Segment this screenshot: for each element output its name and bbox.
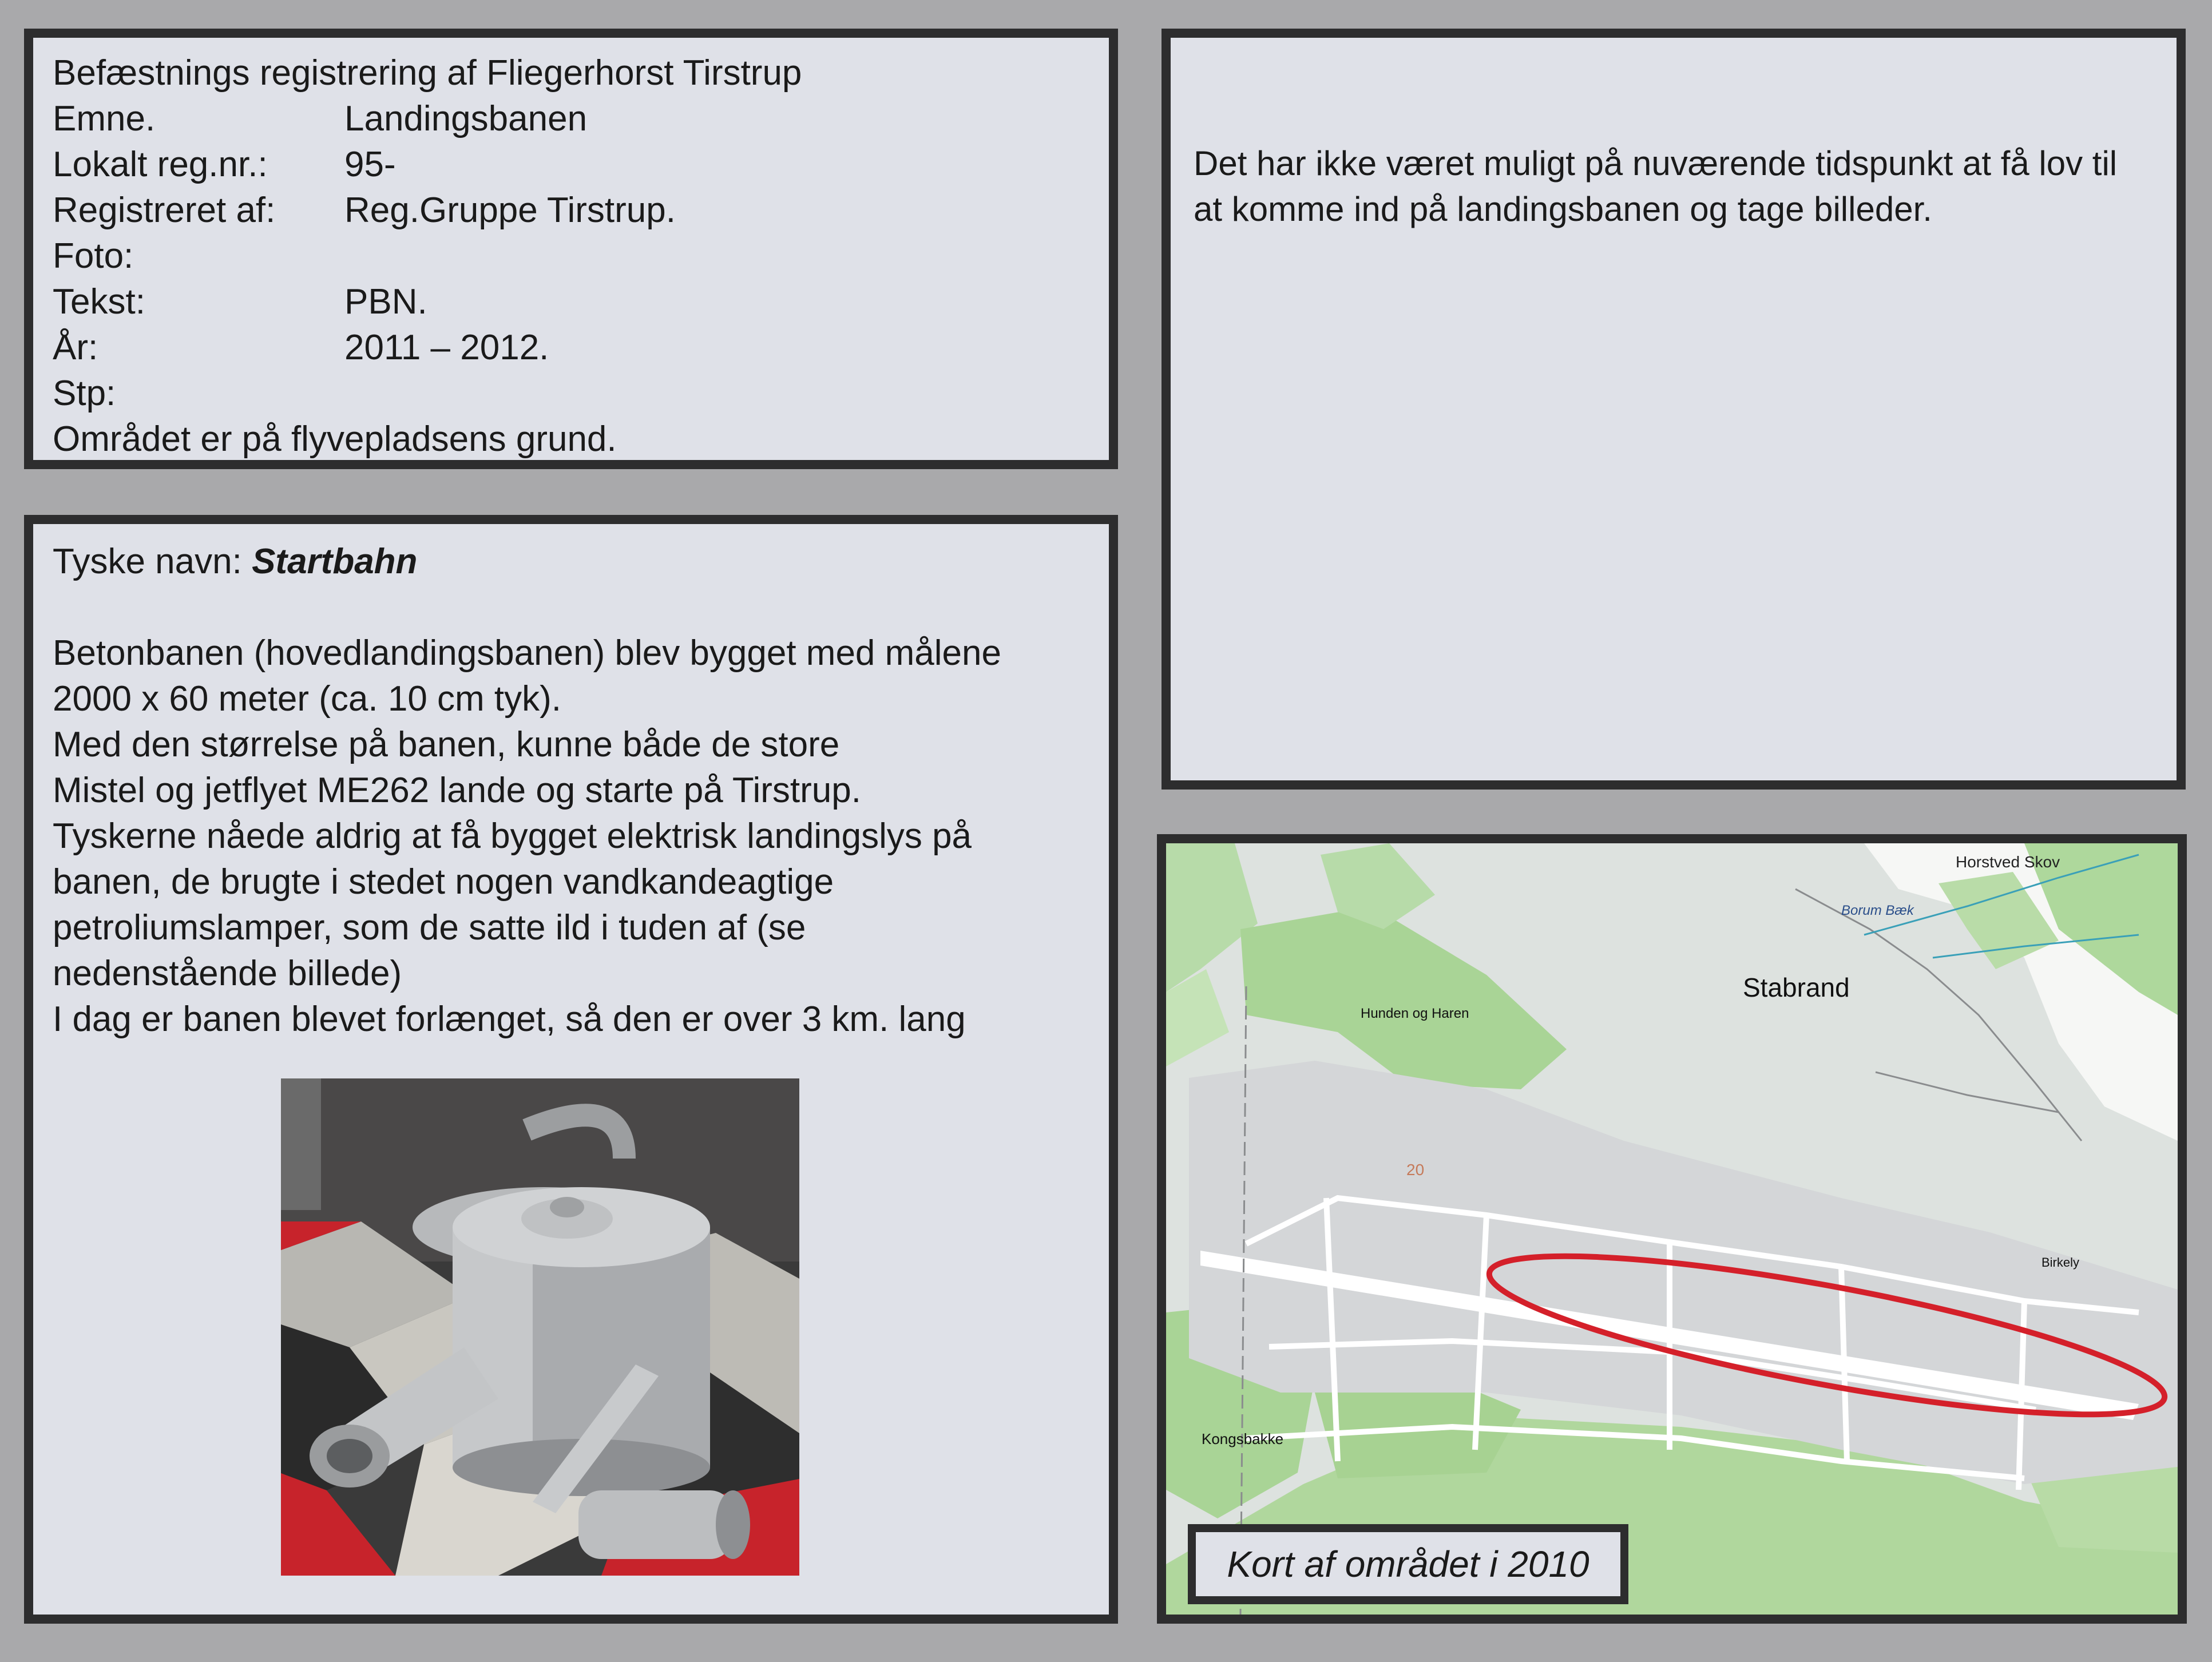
description-text <box>53 630 1089 1042</box>
note-panel <box>1162 29 2186 790</box>
german-name-heading: Tyske navn: Startbahn <box>53 542 418 581</box>
info-footer: Området er på flyvepladsens grund. <box>53 419 617 459</box>
description-line: 2000 x 60 meter (ca. 10 cm tyk). <box>53 679 562 719</box>
description-line: Med den størrelse på banen, kunne både de store <box>53 725 840 764</box>
info-row-aar: År: 2011 – 2012. <box>53 328 549 367</box>
description-line: nedenstående billede) <box>53 954 402 993</box>
map-caption: Kort af området i 2010 <box>1188 1524 1628 1604</box>
petroleum-lamp-photo <box>281 1078 799 1576</box>
map-contour-label: 20 <box>1406 1161 1425 1179</box>
description-line: I dag er banen blevet forlænget, så den er over 3 km. lang <box>53 999 966 1039</box>
map-label-stabrand: Stabrand <box>1743 973 1850 1002</box>
description-line: petroliumslamper, som de satte ild i tuden af (se <box>53 908 806 947</box>
description-line: Betonbanen (hovedlandingsbanen) blev bygget med målene <box>53 633 1001 673</box>
map-label-birkely: Birkely <box>2041 1255 2080 1270</box>
map-label-hunden: Hunden og Haren <box>1361 1006 1469 1021</box>
info-row-regnr: Lokalt reg.nr.: 95- <box>53 145 396 184</box>
map-label-borum: Borum Bæk <box>1841 903 1914 918</box>
info-row-foto: Foto: <box>53 236 134 276</box>
info-row-emne: Emne. Landingsbanen <box>53 99 588 138</box>
info-row-stp: Stp: <box>53 374 116 413</box>
airfield-map <box>1166 843 2178 1615</box>
map-label-horstved: Horstved Skov <box>1956 853 2060 871</box>
info-row-tekst: Tekst: PBN. <box>53 282 427 322</box>
map-panel <box>1157 834 2187 1624</box>
german-name: Startbahn <box>252 542 418 581</box>
description-line: Tyskerne nåede aldrig at få bygget elektrisk landingslys på <box>53 816 972 856</box>
description-line: Mistel og jetflyet ME262 lande og starte på Tirstrup. <box>53 771 861 810</box>
description-line: banen, de brugte i stedet nogen vandkandeagtige <box>53 862 834 902</box>
access-note: Det har ikke været muligt på nuværende tidspunkt at få lov til at komme ind på landingsbanen og tage billeder. <box>1194 144 2118 228</box>
info-row-registreret: Registreret af: Reg.Gruppe Tirstrup. <box>53 191 676 230</box>
info-panel <box>24 29 1118 469</box>
registration-title: Befæstnings registrering af Fliegerhorst Tirstrup <box>53 53 802 93</box>
map-label-kongsbakke: Kongsbakke <box>1202 1430 1284 1447</box>
